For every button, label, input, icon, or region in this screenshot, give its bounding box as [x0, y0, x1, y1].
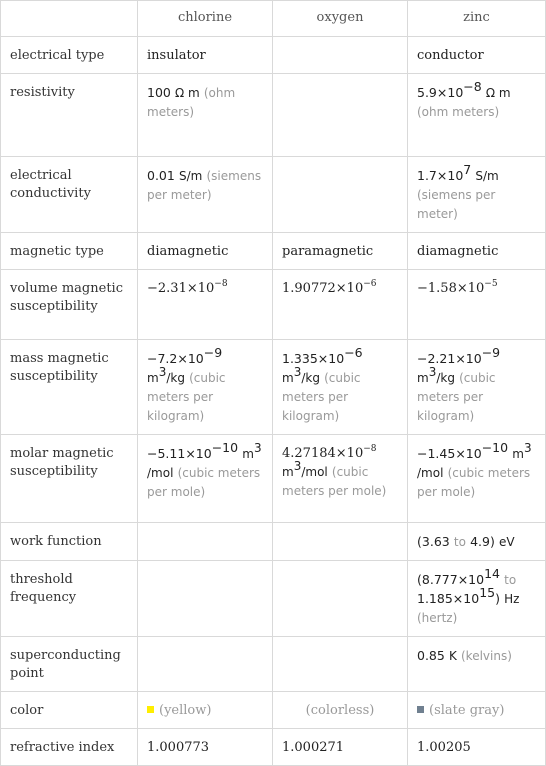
header-row — [1, 1, 546, 37]
row-label: molar magnetic susceptibility — [1, 435, 138, 523]
table-row — [1, 340, 546, 435]
cell-zinc: $-2.21\times 10^{-9}$ $m^3/kg$ (cubic meters per kilogram) — [408, 340, 546, 435]
row-label: superconducting point — [1, 637, 138, 692]
cell-chlorine: 100 Ω m (ohm meters) — [138, 74, 273, 157]
cell-oxygen: paramagnetic — [273, 233, 408, 270]
cell-chlorine: $-7.2\times 10^{-9}$ $m^3/kg$ (cubic meters per kilogram) — [138, 340, 273, 435]
cell-zinc: ($8.777\times 10^{14}$ to $1.185\times 10^{15}$) Hz (hertz) — [408, 561, 546, 637]
cell-chlorine — [138, 561, 273, 637]
row-label: magnetic type — [1, 233, 138, 270]
cell-oxygen — [273, 37, 408, 74]
header-zinc: zinc — [408, 1, 546, 37]
table-row — [1, 692, 546, 729]
cell-chlorine: insulator — [138, 37, 273, 74]
cell-zinc: $5.9\times 10^{-8}$ Ω m (ohm meters) — [408, 74, 546, 157]
table-row — [1, 561, 546, 637]
cell-zinc: conductor — [408, 37, 546, 74]
cell-oxygen — [273, 637, 408, 692]
cell-oxygen: $1.335\times 10^{-6}$ $m^3/kg$ (cubic meters per kilogram) — [273, 340, 408, 435]
cell-chlorine: 0.01 S/m (siemens per meter) — [138, 157, 273, 233]
row-label: work function — [1, 523, 138, 561]
row-label: mass magnetic susceptibility — [1, 340, 138, 435]
row-label: refractive index — [1, 729, 138, 766]
cell-oxygen — [273, 74, 408, 157]
cell-oxygen — [273, 157, 408, 233]
cell-zinc: $-1.45\times 10^{-10}$ $m^3$ /mol (cubic meters per mole) — [408, 435, 546, 523]
cell-zinc: 0.85 K (kelvins) — [408, 637, 546, 692]
yellow-swatch-icon — [147, 706, 154, 713]
header-chlorine: chlorine — [138, 1, 273, 37]
cell-chlorine: diamagnetic — [138, 233, 273, 270]
cell-zinc: (slate gray) — [408, 692, 546, 729]
row-label: resistivity — [1, 74, 138, 157]
table-row — [1, 435, 546, 523]
cell-oxygen — [273, 523, 408, 561]
table-row — [1, 233, 546, 270]
cell-zinc: $1.7\times 10^7$ S/m (siemens per meter) — [408, 157, 546, 233]
cell-oxygen — [273, 561, 408, 637]
table-row — [1, 270, 546, 340]
cell-zinc: (3.63 to 4.9) eV — [408, 523, 546, 561]
slate-gray-swatch-icon — [417, 706, 424, 713]
cell-oxygen: $4.27184\times 10^{-8}$ $m^3$/mol (cubic meters per mole) — [273, 435, 408, 523]
cell-oxygen: 1.000271 — [273, 729, 408, 766]
row-label: electrical conductivity — [1, 157, 138, 233]
table-row — [1, 729, 546, 766]
row-label: threshold frequency — [1, 561, 138, 637]
table-row — [1, 523, 546, 561]
table-row — [1, 74, 546, 157]
cell-zinc: diamagnetic — [408, 233, 546, 270]
row-label: color — [1, 692, 138, 729]
cell-chlorine: 1.000773 — [138, 729, 273, 766]
header-oxygen: oxygen — [273, 1, 408, 37]
table-row — [1, 637, 546, 692]
cell-zinc: 1.00205 — [408, 729, 546, 766]
cell-chlorine: (yellow) — [138, 692, 273, 729]
cell-chlorine — [138, 637, 273, 692]
cell-chlorine — [138, 523, 273, 561]
table-row — [1, 37, 546, 74]
header-corner — [1, 1, 138, 37]
cell-chlorine: $-5.11\times 10^{-10}$ $m^3$ /mol (cubic meters per mole) — [138, 435, 273, 523]
table-row — [1, 157, 546, 233]
cell-oxygen: (colorless) — [273, 692, 408, 729]
cell-chlorine: $-2.31\times 10^{-8}$ — [138, 270, 273, 340]
cell-zinc: $-1.58\times 10^{-5}$ — [408, 270, 546, 340]
row-label: volume magnetic susceptibility — [1, 270, 138, 340]
row-label: electrical type — [1, 37, 138, 74]
cell-oxygen: $1.90772\times 10^{-6}$ — [273, 270, 408, 340]
